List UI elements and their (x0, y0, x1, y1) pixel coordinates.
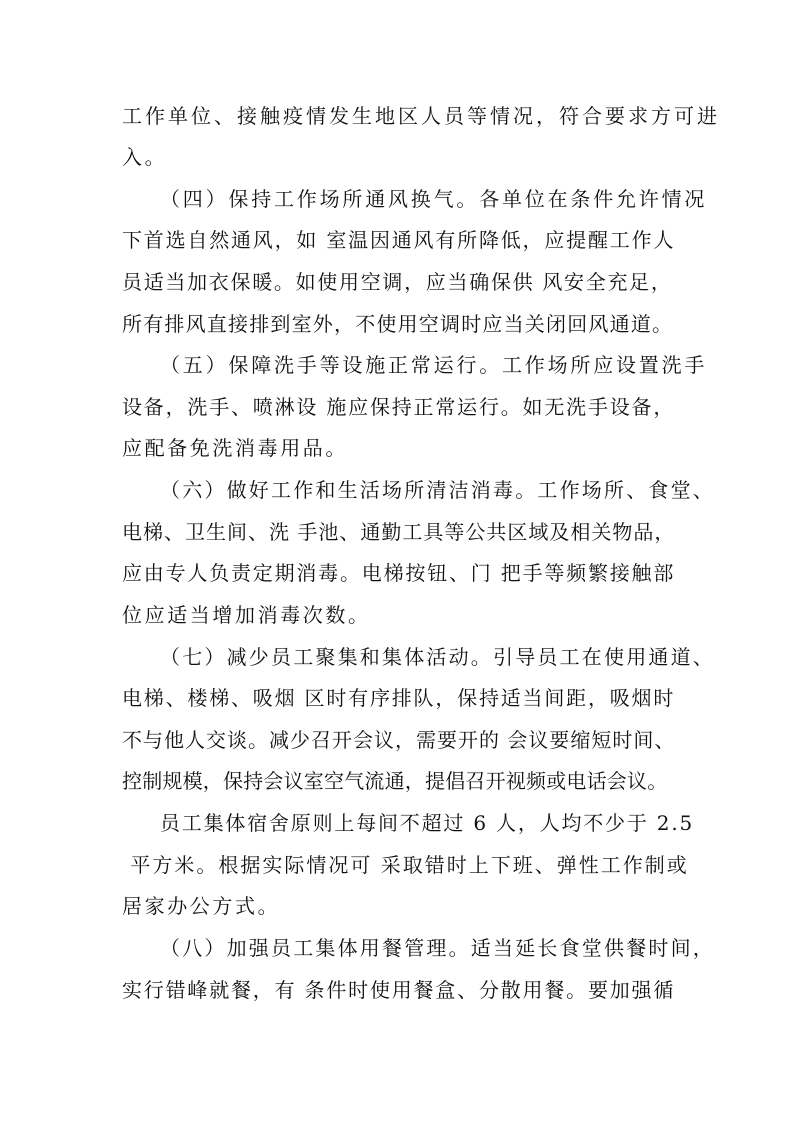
text-line-2: 入。 (122, 145, 168, 169)
text-line-17: 控制规模，保持会议室空气流通，提倡召开视频或电话会议。 (122, 769, 668, 793)
text-line-5: 员适当加衣保暖。如使用空调，应当确保供 风安全充足， (122, 270, 673, 294)
text-line-8: 设备，洗手、喷淋设 施应保持正常运行。如无洗手设备， (122, 395, 676, 419)
text-line-9: 应配备免洗消毒用品。 (122, 436, 348, 460)
text-line-4: 下首选自然通风，如 室温因通风有所降低，应提醒工作人 (122, 228, 676, 252)
text-line-11: 电梯、卫生间、洗 手池、通勤工具等公共区域及相关物品， (122, 520, 676, 544)
text-line-7: （五）保障洗手等设施正常运行。工作场所应设置洗手 (160, 353, 708, 377)
text-line-15: 电梯、楼梯、吸烟 区时有序排队，保持适当间距，吸烟时 (122, 686, 676, 710)
text-line-1: 工作单位、接触疫情发生地区人员等情况，符合要求方可进 (122, 104, 720, 128)
text-line-14: （七）减少员工聚集和集体活动。引导员工在使用通道、 (160, 645, 715, 669)
text-line-21: （八）加强员工集体用餐管理。适当延长食堂供餐时间， (160, 936, 715, 960)
text-line-3: （四）保持工作场所通风换气。各单位在条件允许情况 (160, 187, 708, 211)
text-line-22: 实行错峰就餐，有 条件时使用餐盒、分散用餐。要加强循 (122, 978, 676, 1002)
text-line-10: （六）做好工作和生活场所清洁消毒。工作场所、食堂、 (160, 478, 715, 502)
text-line-13: 位应适当增加消毒次数。 (122, 603, 371, 627)
text-line-16: 不与他人交谈。减少召开会议，需要开的 会议要缩短时间、 (122, 728, 676, 752)
text-line-20: 居家办公方式。 (122, 894, 281, 918)
text-line-6: 所有排风直接排到室外，不使用空调时应当关闭回风通道。 (122, 312, 674, 336)
text-line-18: 员工集体宿舍原则上每间不超过 6 人，人均不少于 2.5 (160, 811, 695, 835)
text-line-19: 平方米。根据实际情况可 采取错时上下班、弹性工作制或 (122, 853, 689, 877)
text-line-12: 应由专人负责定期消毒。电梯按钮、门 把手等频繁接触部 (122, 561, 676, 585)
